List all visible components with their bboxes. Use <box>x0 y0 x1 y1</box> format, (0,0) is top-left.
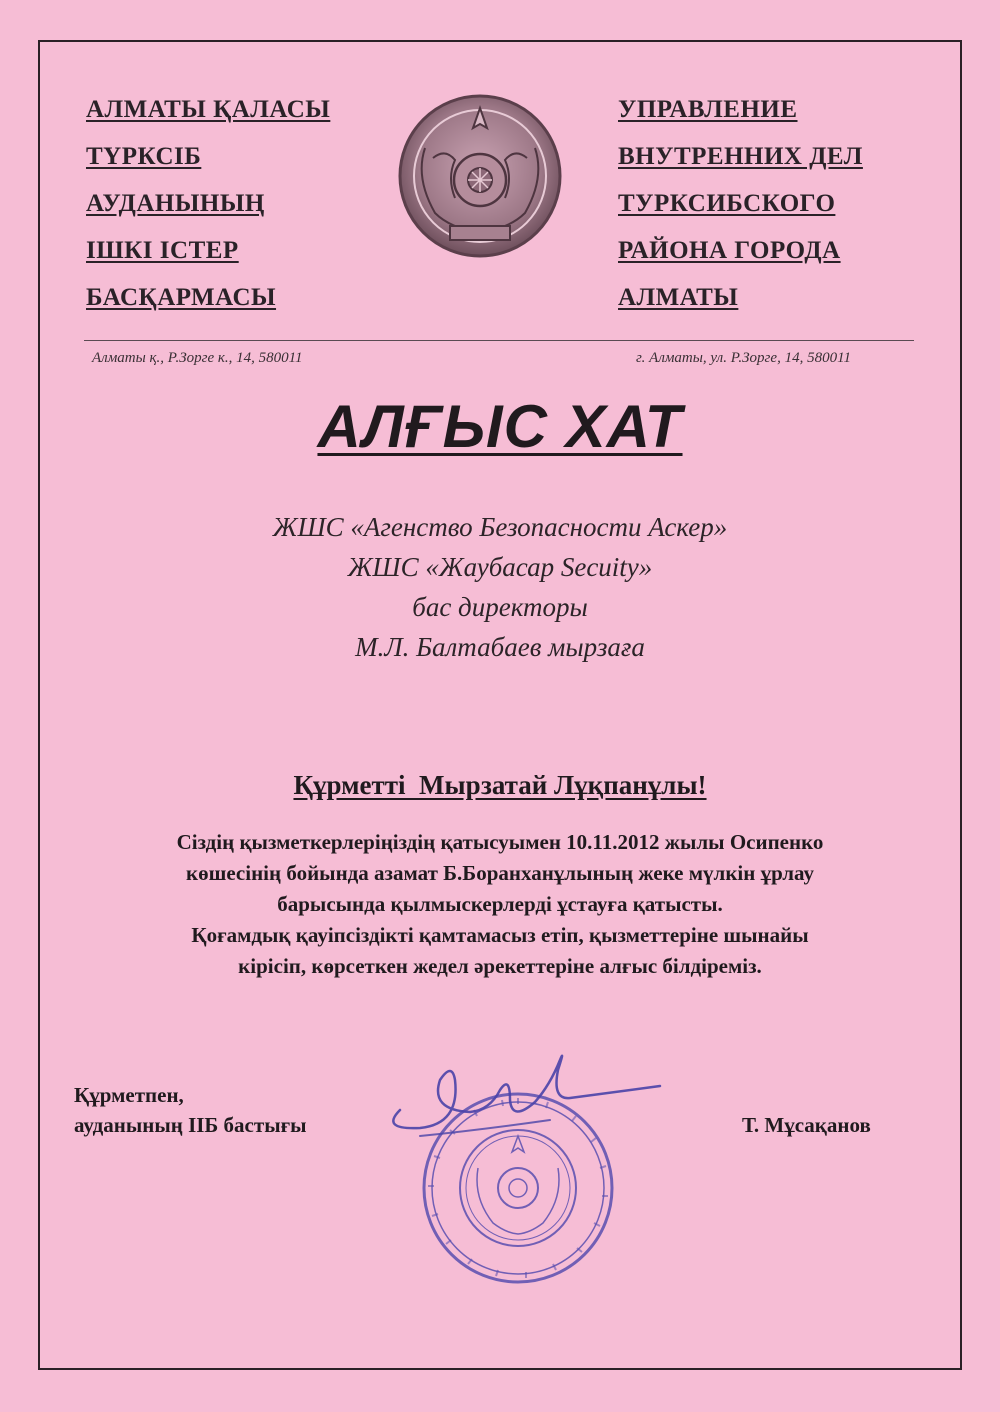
closing-line: ауданының ІІБ бастығы <box>74 1113 307 1137</box>
greeting: Құрметті Мырзатай Лұқпанұлы! <box>293 770 707 800</box>
org-name-kazakh <box>86 86 330 321</box>
recipient-block <box>0 507 1000 667</box>
body-line: барысында қылмыскерлерді ұстауға қатысты. <box>277 892 723 916</box>
closing-line: Құрметпен, <box>74 1083 184 1107</box>
org-line: АЛМАТЫ <box>618 284 739 311</box>
header-divider <box>84 340 914 341</box>
org-line: АУДАНЫНЫҢ <box>86 190 265 217</box>
address-kazakh: Алматы қ., Р.Зорге к., 14, 580011 <box>92 350 303 366</box>
org-line: ТУРКСИБСКОГО <box>618 190 836 217</box>
recipient-line: ЖШС «Жаубасар Secuity» <box>347 552 653 582</box>
org-name-russian <box>618 86 863 321</box>
letter-title: АЛҒЫС ХАТ <box>317 393 683 460</box>
body-line: Сіздің қызметкерлеріңіздің қатысуымен 10.11.2012 жылы Осипенко <box>176 830 824 854</box>
org-line: ВНУТРЕННИХ ДЕЛ <box>618 143 863 170</box>
recipient-line: ЖШС «Агенство Безопасности Аскер» <box>272 512 728 542</box>
body-line: Қоғамдық қауіпсіздікті қамтамасыз етіп, қызметтеріне шынайы <box>191 923 809 947</box>
org-line: РАЙОНА ГОРОДА <box>618 237 841 264</box>
org-line: ІШКІ ІСТЕР <box>86 237 239 264</box>
kazakhstan-state-emblem-icon <box>395 88 565 268</box>
signer-name: Т. Мұсақанов <box>742 1113 871 1137</box>
address-russian: г. Алматы, ул. Р.Зорге, 14, 580011 <box>636 350 851 366</box>
org-line: БАСҚАРМАСЫ <box>86 284 277 311</box>
recipient-line: бас директоры <box>412 592 588 622</box>
org-line: АЛМАТЫ ҚАЛАСЫ <box>86 96 331 123</box>
closing-block <box>74 1080 307 1140</box>
body-line: кірісіп, көрсеткен жедел әрекеттеріне алғыс білдіреміз. <box>238 954 762 978</box>
letter-body <box>60 827 940 982</box>
org-line: УПРАВЛЕНИЕ <box>618 96 798 123</box>
body-line: көшесінің бойында азамат Б.Боранханұлының жеке мүлкін ұрлау <box>186 861 814 885</box>
recipient-line: М.Л. Балтабаев мырзаға <box>355 632 645 662</box>
handwritten-signature-icon <box>360 1040 680 1150</box>
org-line: ТҮРКСІБ <box>86 143 202 170</box>
